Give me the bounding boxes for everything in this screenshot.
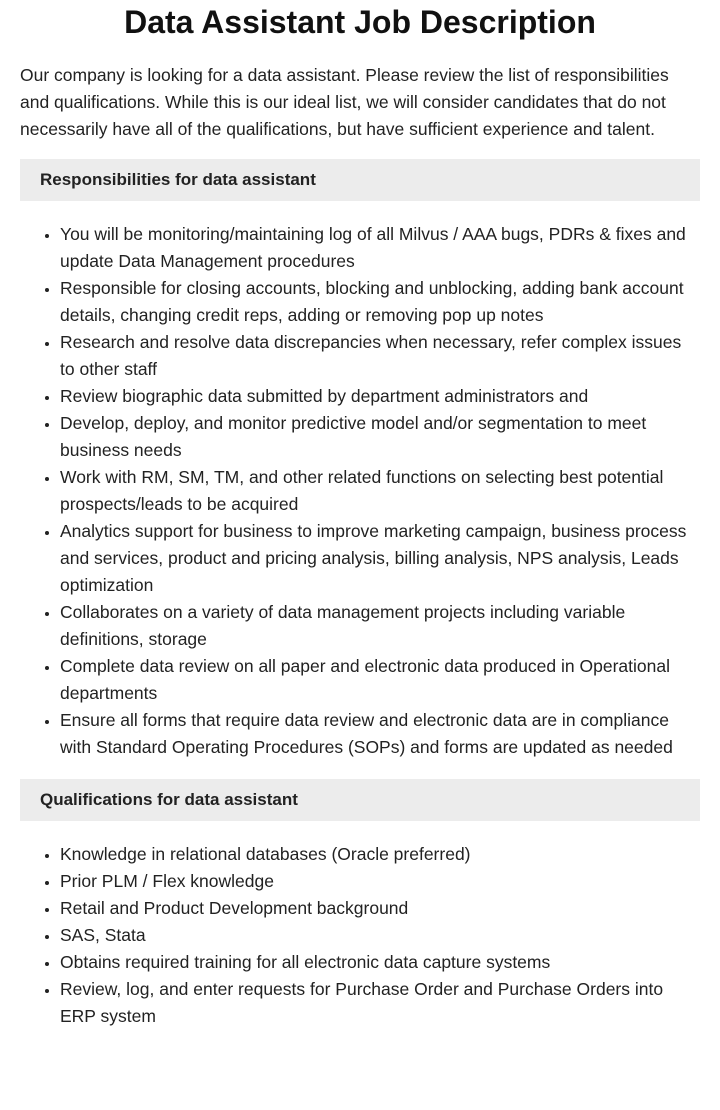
list-item: • Analytics support for business to improve marketing campaign, business process and services, product and pricing analysis, billing analysis, NPS analysis, Leads optimization bbox=[60, 518, 700, 599]
list-item: • Review biographic data submitted by department administrators and bbox=[60, 383, 700, 410]
list-item: • Ensure all forms that require data review and electronic data are in compliance with Standard Operating Procedures (SOPs) and forms are updated as needed bbox=[60, 707, 700, 761]
list-item: • You will be monitoring/maintaining log of all Milvus / AAA bugs, PDRs & fixes and update Data Management procedures bbox=[60, 221, 700, 275]
responsibilities-list bbox=[20, 221, 700, 761]
intro-paragraph: Our company is looking for a data assistant. Please review the list of responsibilities and qualifications. While this is our ideal list, we will consider candidates that do not necessarily have all of the qualifications, but have sufficient experience and talent. bbox=[20, 65, 669, 139]
list-item: • Collaborates on a variety of data management projects including variable definitions, storage bbox=[60, 599, 700, 653]
list-item: • Develop, deploy, and monitor predictive model and/or segmentation to meet business needs bbox=[60, 410, 700, 464]
page-title: Data Assistant Job Description bbox=[124, 4, 596, 40]
qualifications-list bbox=[20, 841, 700, 1030]
list-item: • Prior PLM / Flex knowledge bbox=[60, 868, 700, 895]
responsibilities-heading: Responsibilities for data assistant bbox=[20, 159, 700, 201]
list-item: • SAS, Stata bbox=[60, 922, 700, 949]
list-item: • Work with RM, SM, TM, and other related functions on selecting best potential prospects/leads to be acquired bbox=[60, 464, 700, 518]
list-item: • Responsible for closing accounts, blocking and unblocking, adding bank account details, changing credit reps, adding or removing pop up notes bbox=[60, 275, 700, 329]
list-item: • Obtains required training for all electronic data capture systems bbox=[60, 949, 700, 976]
list-item: • Review, log, and enter requests for Purchase Order and Purchase Orders into ERP system bbox=[60, 976, 700, 1030]
list-item: • Knowledge in relational databases (Oracle preferred) bbox=[60, 841, 700, 868]
list-item: • Complete data review on all paper and electronic data produced in Operational departments bbox=[60, 653, 700, 707]
list-item: • Retail and Product Development background bbox=[60, 895, 700, 922]
qualifications-heading: Qualifications for data assistant bbox=[20, 779, 700, 821]
list-item: • Research and resolve data discrepancies when necessary, refer complex issues to other staff bbox=[60, 329, 700, 383]
